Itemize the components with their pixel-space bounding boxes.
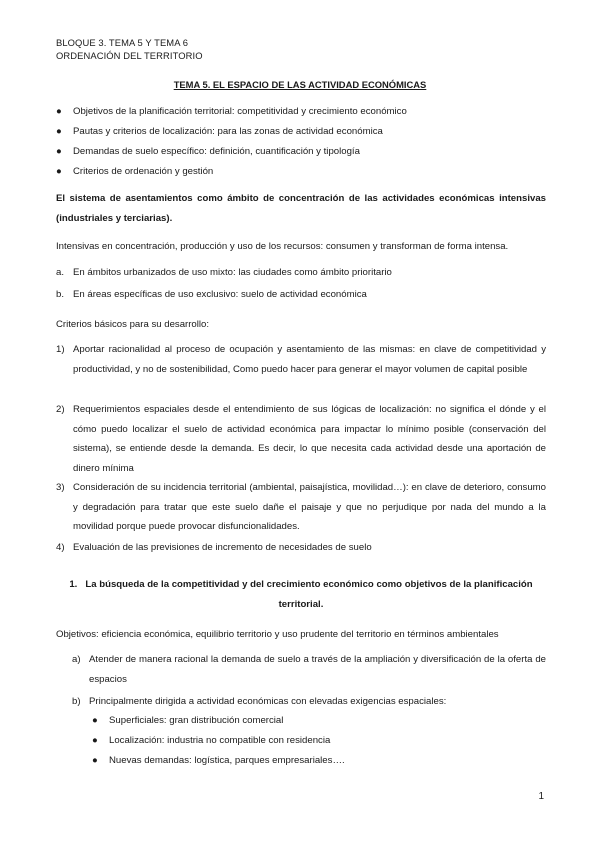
- bullet-icon: ●: [92, 715, 98, 726]
- section-number: 1.: [69, 579, 78, 590]
- bullet-icon: ●: [56, 166, 62, 177]
- header-course-line: BLOQUE 3. TEMA 5 Y TEMA 6: [56, 37, 189, 48]
- bullet-icon: ●: [92, 755, 98, 766]
- objectives-paragraph: Objetivos: eficiencia económica, equilibrio territorio y uso prudente del territorio en términos ambientales: [56, 629, 499, 640]
- bullet-icon: ●: [56, 106, 62, 117]
- intensive-paragraph: Intensivas en concentración, producción y uso de los recursos: consumen y transforman de forma intensa.: [56, 241, 509, 252]
- section-title: La búsqueda de la competitividad y del crecimiento económico como objetivos de la planificación territorial.: [85, 579, 533, 610]
- list-item: 3) Consideración de su incidencia territorial (ambiental, paisajística, movilidad…): en clave de deterioro, consumo y degradación para tratar que este suelo dañe el paisaje y que no perjudique por nada del mundo a la movilidad porque puede provocar disfuncionalidades.: [56, 482, 546, 532]
- bullet-icon: ●: [92, 735, 98, 746]
- list-item: a) Atender de manera racional la demanda de suelo a través de la ampliación y diversificación de la oferta de espacios: [72, 654, 546, 685]
- bullet-icon: ●: [56, 146, 62, 157]
- page-number: 1: [538, 791, 544, 802]
- bullet-icon: ●: [56, 126, 62, 137]
- section-heading: [56, 575, 546, 615]
- list-item: 1) Aportar racionalidad al proceso de ocupación y asentamiento de las mismas: en clave de competitividad y productividad, y no de sostenibilidad, Como puedo hacer para generar el mayor volumen de capital posible: [56, 344, 546, 375]
- header-subject-line: ORDENACIÓN DEL TERRITORIO: [56, 50, 203, 61]
- list-item: 2) Requerimientos espaciales desde el entendimiento de sus lógicas de localización: no significa el dónde y el cómo puedo localizar el suelo de actividad económica para impactar lo mínimo posible (conservación del sistema), se entiende desde la demanda. Es decir, lo que necesita cada actividad desde una aportación de dinero mínima: [56, 404, 546, 474]
- page-title: TEMA 5. EL ESPACIO DE LAS ACTIVIDAD ECONÓMICAS: [173, 79, 427, 90]
- criteria-heading: Criterios básicos para su desarrollo:: [56, 319, 210, 330]
- bold-paragraph: El sistema de asentamientos como ámbito de concentración de las actividades económicas intensivas (industriales y terciarias).: [56, 193, 546, 224]
